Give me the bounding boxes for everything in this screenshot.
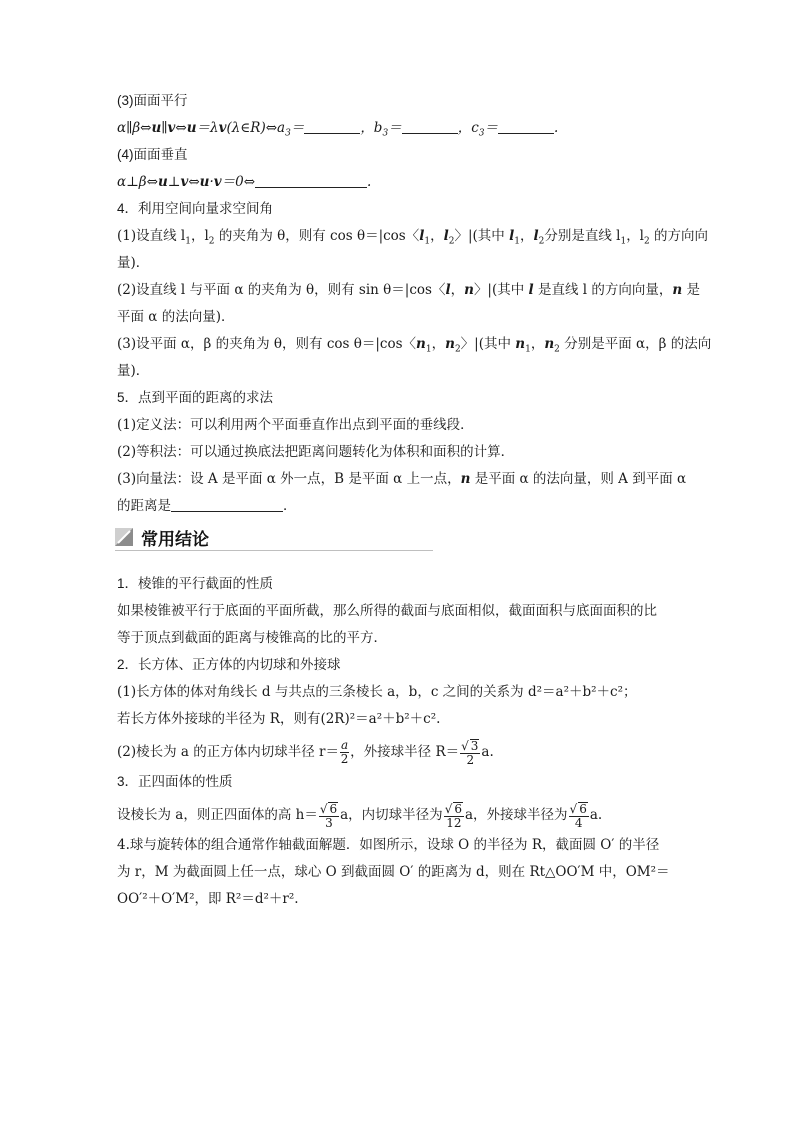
a1-p10: 2 bbox=[448, 236, 455, 247]
a3-p6: 2 bbox=[454, 344, 461, 355]
answer-blank bbox=[255, 173, 367, 188]
s4f-p5: ⇔ bbox=[188, 174, 200, 190]
frac-radicand: 6 bbox=[329, 801, 338, 816]
fraction-a-over-2 bbox=[340, 739, 349, 766]
conclusion-1-title bbox=[117, 575, 682, 593]
a1-p11: 〉|(其中 bbox=[454, 228, 510, 244]
d3-p2: n bbox=[460, 471, 471, 487]
s3-formula bbox=[117, 119, 682, 137]
s3f-p18: . bbox=[554, 120, 559, 136]
conclusion-4-line-b bbox=[117, 863, 682, 881]
fraction-sqrt6-over-4: $\frac{√ 6}{4}$ bbox=[569, 801, 587, 830]
s3f-p16: 3 bbox=[478, 128, 485, 139]
d3-p1: (3)向量法：设 A 是平面 α 外一点，B 是平面 α 上一点， bbox=[117, 471, 461, 487]
conclusion-2-line-b bbox=[117, 710, 682, 728]
angle-line-3 bbox=[117, 335, 712, 355]
angle-line-3b bbox=[117, 362, 682, 380]
a1-p3: ，l bbox=[190, 228, 209, 244]
a3-p10: ， bbox=[530, 336, 545, 352]
fraction-sqrt6-over-3: $\frac{√ 6}{3}$ bbox=[319, 801, 338, 830]
d3-p3: 是平面 α 的法向量，则 A 到平面 α bbox=[470, 471, 687, 487]
a3-p7: 〉|(其中 bbox=[460, 336, 516, 352]
s4f-p7: · bbox=[209, 174, 214, 190]
a2-p9: 是 bbox=[682, 282, 701, 298]
s3f-p17: ＝ bbox=[484, 120, 498, 136]
s3f-p9: (λ∈R)⇔a bbox=[226, 120, 286, 136]
angle-line-1b bbox=[117, 254, 682, 272]
c2a-text: (1)长方体的体对角线长 d 与共点的三条棱长 a，b，c 之间的关系为 d²＝a²＋b²＋c²； bbox=[117, 684, 637, 700]
s3f-p3: ∥ bbox=[161, 120, 168, 136]
distance-line-3b bbox=[117, 497, 682, 515]
c4c-text: OO′²＋O′M²，即 R²＝d²＋r². bbox=[117, 891, 299, 907]
topic-4-title bbox=[117, 200, 682, 218]
s4f-p8: v bbox=[213, 174, 222, 190]
c3a-p2: a，内切球半径为 bbox=[340, 807, 443, 823]
a3-p12: 2 bbox=[554, 344, 560, 355]
a2-p2: l bbox=[445, 282, 451, 298]
frac-den: 2 bbox=[466, 752, 475, 767]
conclusion-2-line-c bbox=[117, 737, 682, 767]
c4b-text: 为 r，M 为截面圆上任一点，球心 O 到截面圆 O′ 的距离为 d，则在 Rt△OO′M 中，OM²＝ bbox=[117, 864, 670, 880]
conclusion-1-line-a bbox=[117, 602, 682, 620]
fraction-sqrt3-over-2: $\frac{√ 3}{2}$ bbox=[461, 738, 479, 767]
s4f-p4: v bbox=[180, 174, 189, 190]
c3a-p1: 设棱长为 a，则正四面体的高 h＝ bbox=[117, 807, 318, 823]
s3f-p13: 3 bbox=[382, 128, 389, 139]
a2-p1: (2)设直线 l 与平面 α 的夹角为 θ，则有 sin θ＝|cos〈 bbox=[117, 282, 446, 298]
a1-p8: ， bbox=[430, 228, 444, 244]
distance-line-2 bbox=[117, 443, 682, 461]
frac-radicand: 3 bbox=[470, 738, 479, 753]
a3-p1: (3)设平面 α，β 的夹角为 θ，则有 cos θ＝|cos〈 bbox=[117, 336, 417, 352]
s3f-p6: u bbox=[186, 120, 197, 136]
c4-text: 4.球与旋转体的组合通常作轴截面解题．如图所示，设球 O 的半径为 R，截面圆 O′ 的半径 bbox=[117, 837, 660, 853]
a1-p12: l bbox=[509, 228, 515, 244]
c1b-text: 等于顶点到截面的距离与棱锥高的比的平方． bbox=[117, 630, 387, 646]
d3b-p1: 的距离是 bbox=[117, 498, 171, 514]
s3f-p10: 3 bbox=[285, 128, 291, 139]
s4f-p6: u bbox=[199, 174, 210, 190]
a1-p9: l bbox=[443, 228, 449, 244]
a2-p5: 〉|(其中 bbox=[473, 282, 529, 298]
s3f-p7: ＝λ bbox=[196, 120, 219, 136]
a1-p4: 2 bbox=[208, 236, 215, 247]
topic-4-title-text: 4．利用空间向量求空间角 bbox=[117, 201, 274, 216]
s3f-p1: α∥β⇔ bbox=[117, 120, 152, 136]
a3-p4: ， bbox=[431, 336, 446, 352]
a1-p13: 1 bbox=[514, 236, 520, 247]
c3-text: 3．正四面体的性质 bbox=[117, 774, 233, 789]
answer-blank bbox=[498, 119, 554, 134]
frac-den: 3 bbox=[325, 815, 333, 830]
distance-line-1 bbox=[117, 416, 682, 434]
c3a-p3: a，外接球半径为 bbox=[464, 807, 568, 823]
a2-p3: ， bbox=[450, 282, 465, 298]
a1-p16: 2 bbox=[538, 236, 545, 247]
c2c-p3: a. bbox=[481, 744, 494, 760]
s3f-p8: v bbox=[218, 120, 227, 136]
c2c-p2: ，外接球半径 R＝ bbox=[350, 744, 460, 760]
topic-5-title-text: 5．点到平面的距离的求法 bbox=[117, 390, 274, 405]
section-heading bbox=[115, 524, 433, 551]
topic-5-title bbox=[117, 389, 682, 407]
a2-p7: 是直线 l 的方向向量， bbox=[533, 282, 673, 298]
s4-heading bbox=[117, 146, 682, 164]
s3f-p11: ＝ bbox=[290, 120, 305, 136]
frac-radicand: 6 bbox=[454, 801, 462, 816]
a1-p5: 的夹角为 θ，则有 cos θ＝|cos〈 bbox=[214, 228, 420, 244]
answer-blank bbox=[402, 119, 458, 134]
s3f-p2: u bbox=[151, 120, 162, 136]
angle-line-1 bbox=[117, 227, 709, 247]
s4f-p2: u bbox=[157, 174, 168, 190]
a1-p2: 1 bbox=[185, 236, 191, 247]
d1-text: (1)定义法：可以利用两个平面垂直作出点到平面的垂线段． bbox=[117, 417, 474, 433]
conclusion-4-line-a bbox=[117, 836, 682, 854]
section-heading-title: 常用结论 bbox=[141, 530, 209, 550]
d3b-p2: ． bbox=[283, 498, 297, 514]
a3-p3: 1 bbox=[425, 344, 432, 355]
frac-radicand: 6 bbox=[579, 801, 587, 816]
s4f-p9: ＝0⇔ bbox=[221, 174, 256, 190]
conclusion-3-line-a bbox=[117, 800, 682, 830]
answer-blank bbox=[304, 119, 360, 134]
s3f-p4: v bbox=[167, 120, 176, 136]
a1-p19: ，l bbox=[626, 228, 645, 244]
a2-p4: n bbox=[464, 282, 474, 298]
s4-formula bbox=[117, 173, 682, 191]
c1a-text: 如果棱锥被平行于底面的平面所截，那么所得的截面与底面相似，截面面积与底面面积的比 bbox=[117, 603, 657, 619]
a1-p14: ， bbox=[519, 228, 534, 244]
s3f-p12: ，b bbox=[360, 120, 383, 136]
frac-num: a bbox=[341, 738, 349, 752]
a1-p21: 的方向向 bbox=[649, 228, 709, 244]
a2b-text: 平面 α 的法向量)． bbox=[117, 309, 235, 325]
a3-p2: n bbox=[416, 336, 426, 352]
frac-den: 12 bbox=[446, 815, 462, 830]
s3-heading-text: (3)面面平行 bbox=[117, 93, 188, 108]
a1-p7: 1 bbox=[424, 236, 431, 247]
a1-p20: 2 bbox=[644, 236, 650, 247]
s4f-p3: ⊥ bbox=[167, 174, 181, 190]
frac-den: 4 bbox=[574, 815, 583, 830]
conclusion-2-line-a bbox=[117, 683, 682, 701]
a3-p9: 1 bbox=[525, 344, 531, 355]
conclusion-1-line-b bbox=[117, 629, 682, 647]
fraction-sqrt6-over-12: $\frac{√ 6}{12}$ bbox=[444, 801, 462, 830]
c2-text: 2．长方体、正方体的内切球和外接球 bbox=[117, 657, 341, 672]
document-page bbox=[117, 92, 712, 917]
s3-heading bbox=[117, 92, 682, 110]
s4f-p10: . bbox=[367, 174, 372, 190]
a1-p18: 1 bbox=[620, 236, 627, 247]
a1-p17: 分别是直线 l bbox=[544, 228, 621, 244]
a3-p13: 分别是平面 α，β 的法向 bbox=[559, 336, 712, 352]
distance-line-3 bbox=[117, 470, 687, 488]
conclusion-4-line-c bbox=[117, 890, 682, 908]
d2-text: (2)等积法：可以通过换底法把距离问题转化为体积和面积的计算． bbox=[117, 444, 515, 460]
angle-line-2 bbox=[117, 281, 701, 299]
c2b-text: 若长方体外接球的半径为 R，则有(2R)²＝a²＋b²＋c². bbox=[117, 711, 441, 727]
section-marker-icon bbox=[115, 528, 133, 546]
c1-text: 1．棱锥的平行截面的性质 bbox=[117, 576, 274, 591]
angle-line-2b bbox=[117, 308, 682, 326]
a2-p8: n bbox=[672, 282, 683, 298]
a2-p6: l bbox=[528, 282, 534, 298]
s3f-p14: ＝ bbox=[388, 120, 402, 136]
conclusion-3-title bbox=[117, 773, 682, 791]
s3f-p15: ，c bbox=[457, 120, 479, 136]
conclusion-2-title bbox=[117, 656, 682, 674]
a1-p1: (1)设直线 l bbox=[117, 228, 186, 244]
answer-blank bbox=[171, 497, 283, 512]
a3b-text: 量)． bbox=[117, 363, 150, 379]
a3-p5: n bbox=[445, 336, 455, 352]
s4f-p1: α⊥β⇔ bbox=[117, 174, 158, 190]
a3-p11: n bbox=[544, 336, 555, 352]
a1b-text: 量)． bbox=[117, 255, 150, 271]
c3a-p4: a. bbox=[589, 807, 603, 823]
a1-p6: l bbox=[419, 228, 425, 244]
c2c-p1: (2)棱长为 a 的正方体内切球半径 r＝ bbox=[117, 744, 339, 760]
s3f-p5: ⇔ bbox=[175, 120, 187, 136]
a3-p8: n bbox=[515, 336, 526, 352]
s4-heading-text: (4)面面垂直 bbox=[117, 147, 188, 162]
a1-p15: l bbox=[533, 228, 539, 244]
frac-den: 2 bbox=[340, 752, 349, 766]
